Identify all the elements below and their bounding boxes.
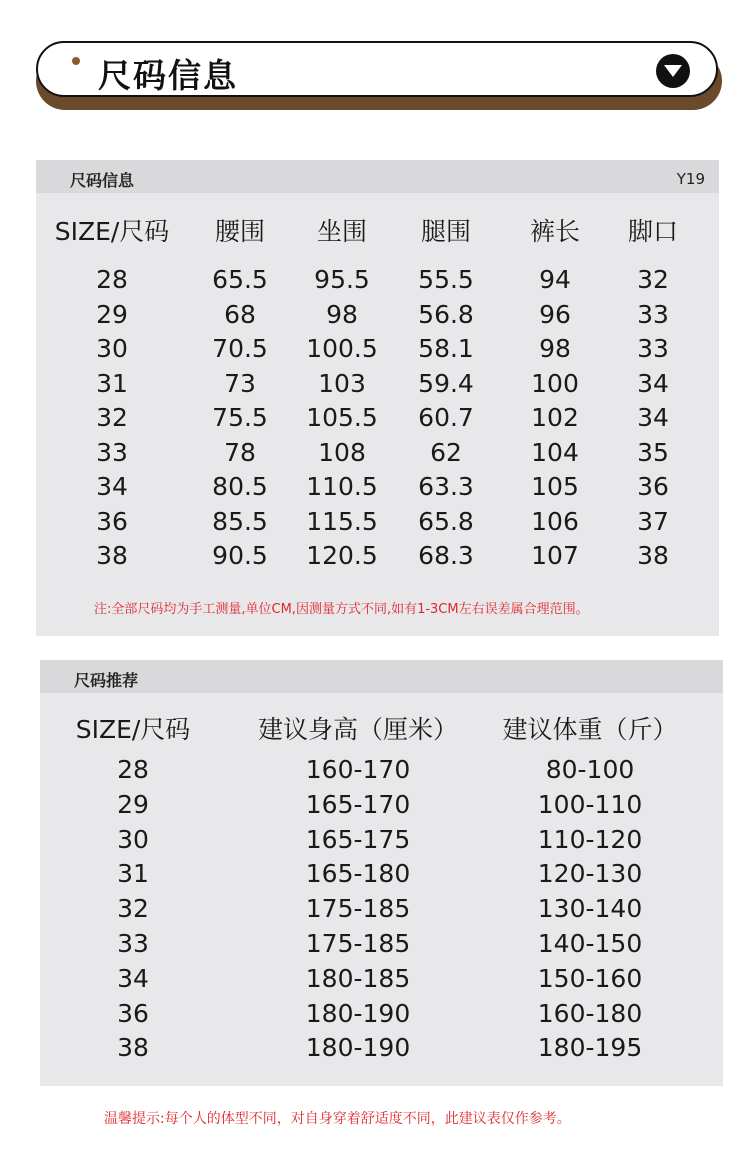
size-recommend-column-header: SIZE/尺码 xyxy=(75,715,191,744)
size-info-table-cell: 58.1 xyxy=(418,334,474,363)
size-recommend-table xyxy=(40,660,723,1086)
size-recommend-table-cell: 175-185 xyxy=(305,894,411,924)
measurement-note: 注:全部尺码均为手工测量,单位CM,因测量方式不同,如有1-3CM左右误差属合理范围。 xyxy=(94,602,589,617)
section-header xyxy=(36,41,718,97)
size-info-table-cell: 34 xyxy=(96,472,128,501)
size-recommend-table-cell: 180-190 xyxy=(305,1033,411,1063)
size-info-table-cell: 33 xyxy=(637,299,669,329)
size-info-table-cell: 31 xyxy=(96,368,128,398)
size-info-label: 尺码信息 xyxy=(70,171,135,190)
size-recommend-label: 尺码推荐 xyxy=(74,671,139,690)
size-info-table-cell: 63.3 xyxy=(418,472,474,501)
size-info-table-cell: 28 xyxy=(96,265,128,294)
size-recommend-table-cell: 180-185 xyxy=(305,963,411,993)
size-info-table-cell: 110.5 xyxy=(306,472,378,501)
size-recommend-table-cell: 180-195 xyxy=(537,1033,643,1063)
size-info-table-cell: 98 xyxy=(539,334,571,363)
size-info-column-header: 脚口 xyxy=(627,217,679,246)
size-info-table-cell: 36 xyxy=(96,506,128,536)
size-recommend-table-cell: 140-150 xyxy=(537,929,643,958)
size-info-table-cell: 68.3 xyxy=(418,541,474,570)
size-recommend-table-cell: 120-130 xyxy=(537,859,643,889)
size-recommend-table-cell: 150-160 xyxy=(537,963,643,993)
size-info-bar xyxy=(36,160,719,193)
size-info-table-cell: 103 xyxy=(318,368,366,398)
section-title: 尺码信息 xyxy=(98,56,238,95)
size-info-table-cell: 33 xyxy=(96,437,128,467)
size-info-table-cell: 36 xyxy=(637,472,669,501)
size-info-table-cell: 120.5 xyxy=(306,541,378,570)
size-recommend-column-header: 建议身高（厘米） xyxy=(257,715,459,744)
size-info-table-cell: 100.5 xyxy=(306,334,378,363)
size-recommend-table-cell: 34 xyxy=(117,963,149,993)
size-info-table-cell: 55.5 xyxy=(418,265,474,294)
size-recommend-column-header: 建议体重（斤） xyxy=(502,715,678,744)
size-info-table-cell: 85.5 xyxy=(212,506,268,536)
size-info-table-cell: 100 xyxy=(531,368,579,398)
size-info-table-cell: 56.8 xyxy=(418,299,474,329)
size-info-column-header: 腿围 xyxy=(420,217,472,246)
size-info-table-cell: 70.5 xyxy=(212,334,268,363)
size-recommend-table-cell: 32 xyxy=(117,894,149,924)
size-info-column-header: 腰围 xyxy=(214,217,266,246)
size-recommend-table-cell: 31 xyxy=(117,859,149,889)
product-code: Y19 xyxy=(676,170,705,188)
size-info-table-cell: 105 xyxy=(531,472,579,501)
size-info-table-cell: 59.4 xyxy=(418,368,474,398)
size-info-table-cell: 65.8 xyxy=(418,506,474,536)
size-info-table-cell: 34 xyxy=(637,368,669,398)
size-info-table-cell: 78 xyxy=(224,437,256,467)
size-info-table-cell: 37 xyxy=(637,506,669,536)
size-recommend-bar xyxy=(40,660,723,693)
size-info-table-cell: 38 xyxy=(637,541,669,570)
size-info-table-cell: 60.7 xyxy=(418,403,474,432)
size-info-table-cell: 62 xyxy=(430,437,462,467)
size-info-table-cell: 90.5 xyxy=(212,541,268,570)
size-info-table-cell: 107 xyxy=(531,541,579,570)
size-info-table-cell: 94 xyxy=(539,265,571,294)
size-info-column-header: SIZE/尺码 xyxy=(54,217,170,246)
size-info-table-cell: 34 xyxy=(637,403,669,432)
size-info-table-cell: 102 xyxy=(531,403,579,432)
size-info-table-cell: 65.5 xyxy=(212,265,268,294)
size-recommend-table-cell: 100-110 xyxy=(537,789,643,819)
size-info-table-cell: 106 xyxy=(531,506,579,536)
size-recommend-table-cell: 165-180 xyxy=(305,859,411,889)
size-recommend-table-cell: 30 xyxy=(117,824,149,854)
size-info-table-cell: 98 xyxy=(326,299,358,329)
size-info-table-cell: 105.5 xyxy=(306,403,378,432)
size-info-table-cell: 68 xyxy=(224,299,256,329)
size-recommend-table-cell: 38 xyxy=(117,1033,149,1063)
size-info-table-cell: 115.5 xyxy=(306,506,378,536)
size-recommend-table-cell: 28 xyxy=(117,755,149,784)
size-info-table-cell: 80.5 xyxy=(212,472,268,501)
size-info-table-cell: 29 xyxy=(96,299,128,329)
size-info-column-header: 坐围 xyxy=(316,217,368,246)
size-info-table-cell: 38 xyxy=(96,541,128,570)
size-info-table-cell: 73 xyxy=(224,368,256,398)
size-recommend-table-cell: 130-140 xyxy=(537,894,643,924)
size-info-table-cell: 104 xyxy=(531,437,579,467)
size-recommend-table-cell: 165-170 xyxy=(305,789,411,819)
size-info-table xyxy=(36,160,719,636)
collapse-toggle-icon[interactable] xyxy=(656,54,690,88)
size-recommend-table-cell: 80-100 xyxy=(545,755,635,784)
size-info-table-cell: 35 xyxy=(637,437,669,467)
size-recommend-table-cell: 175-185 xyxy=(305,929,411,958)
size-info-table-cell: 108 xyxy=(318,437,366,467)
size-info-table-cell: 33 xyxy=(637,334,669,363)
size-info-table-cell: 96 xyxy=(539,299,571,329)
size-info-table-cell: 32 xyxy=(96,403,128,432)
size-recommend-table-cell: 165-175 xyxy=(305,824,411,854)
bullet-dot xyxy=(72,57,80,65)
size-recommend-table-cell: 33 xyxy=(117,929,149,958)
size-recommend-table-cell: 29 xyxy=(117,789,149,819)
size-recommend-table-cell: 36 xyxy=(117,998,149,1028)
size-info-column-header: 裤长 xyxy=(529,217,581,246)
size-recommend-table-cell: 160-180 xyxy=(537,998,643,1028)
size-info-table-cell: 75.5 xyxy=(212,403,268,432)
size-recommend-table-cell: 110-120 xyxy=(537,824,643,854)
size-recommend-table-cell: 160-170 xyxy=(305,755,411,784)
size-recommend-table-cell: 180-190 xyxy=(305,998,411,1028)
footer-tip: 温馨提示:每个人的体型不同，对自身穿着舒适度不同，此建议表仅作参考。 xyxy=(104,1111,571,1127)
size-info-table-cell: 95.5 xyxy=(314,265,370,294)
size-info-table-cell: 32 xyxy=(637,265,669,294)
size-info-table-cell: 30 xyxy=(96,334,128,363)
